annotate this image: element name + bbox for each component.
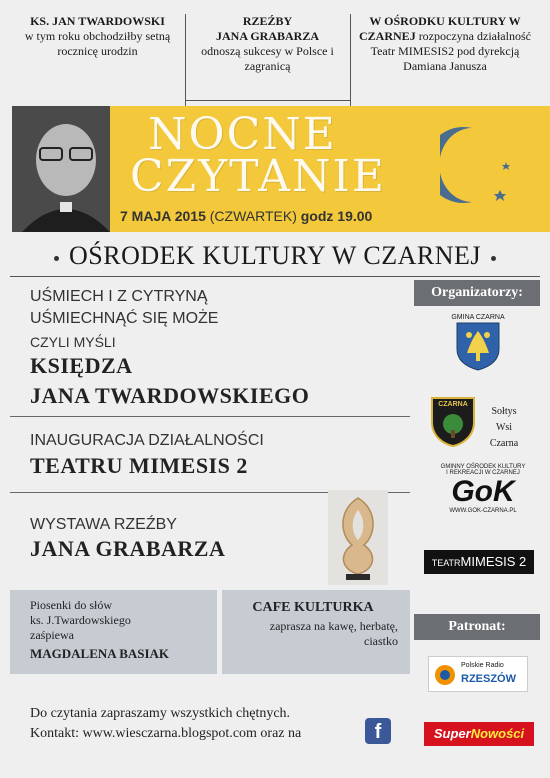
- footer-contact: Kontakt: www.wiesczarna.blogspot.com oraz na: [30, 726, 302, 741]
- radio-logo-icon: [433, 663, 457, 687]
- cafe-line2: ciastko: [364, 634, 398, 648]
- divider: [350, 14, 351, 114]
- gmina-label: GMINA CZARNA: [451, 314, 505, 321]
- gok-url: WWW.GOK-CZARNA.PL: [449, 508, 517, 514]
- section2-teatr: TEATRU MIMESIS 2: [30, 453, 248, 478]
- facebook-icon[interactable]: f: [365, 718, 391, 744]
- top-col-rzezby: [185, 14, 350, 100]
- soltys-line3: Czarna: [489, 438, 519, 449]
- gmina-logo: [448, 314, 508, 376]
- osrodek-text: rozpoczyna działalność Teatr MIMESIS2 pod dyrekcją Damiana Janusza: [370, 29, 531, 73]
- title-line-1: NOCNE: [148, 109, 337, 160]
- soltys-line1: Sołtys: [491, 406, 517, 417]
- event-date: [120, 208, 372, 224]
- footer-invitation: Do czytania zapraszamy wszystkich chętnych.: [30, 706, 291, 721]
- soltys-line2: Wsi: [495, 422, 513, 433]
- cafe-info-box: [222, 590, 410, 674]
- super-text: Super: [433, 726, 471, 741]
- organizers-label: Organizatorzy:: [414, 280, 540, 306]
- portrait-photo: [12, 106, 120, 232]
- event-title: [130, 109, 387, 202]
- gok-logo: [428, 464, 538, 514]
- singer-name: MAGDALENA BASIAK: [30, 646, 170, 661]
- music-info-box: [10, 590, 217, 674]
- sponsors-sidebar: [414, 280, 540, 774]
- gok-top-text: GMINNY OŚRODEK KULTURY: [440, 464, 526, 470]
- teatr-big-text: MIMESIS 2: [460, 554, 527, 569]
- date-text: 7 MAJA 2015: [120, 208, 206, 224]
- top-info: [10, 14, 540, 100]
- czarna-badge-text: CZARNA: [438, 401, 468, 408]
- box1-line2: ks. J.Twardowskiego: [30, 613, 131, 627]
- section3-grabarz: JANA GRABARZA: [30, 536, 226, 561]
- teatr-small-text: TEATR: [431, 558, 461, 568]
- gok-sub-text: I REKREACJI W CZARNEJ: [446, 470, 520, 476]
- grabarz-heading: JANA GRABARZA: [215, 29, 319, 43]
- radio-line2: RZESZÓW: [461, 673, 516, 685]
- bullet-dot: [54, 256, 59, 261]
- box1-line3: zaśpiewa: [30, 628, 74, 642]
- bullet-dot: [491, 256, 496, 261]
- time-text: godz 19.00: [300, 208, 373, 224]
- section1-line3: CZYLI MYŚLI: [30, 334, 116, 350]
- top-col-osrodek: [350, 14, 540, 100]
- section1-jana-twardowskiego: JANA TWARDOWSKIEGO: [30, 383, 310, 408]
- radio-line1: Polskie Radio: [461, 662, 504, 669]
- portrait-image: [12, 106, 120, 232]
- title-line-2: CZYTANIE: [130, 151, 387, 202]
- patronat-label: Patronat:: [414, 614, 540, 640]
- teatr-mimesis-logo: [424, 550, 534, 574]
- section1-line2: UŚMIECHNĄĆ SIĘ MOŻE: [30, 310, 219, 327]
- soltys-text: [484, 404, 524, 452]
- gok-logo-text: GoK: [451, 475, 515, 508]
- title-banner: [110, 106, 550, 232]
- moon-icon: [440, 120, 510, 210]
- box1-line1: Piosenki do słów: [30, 598, 113, 612]
- section2-line1: INAUGURACJA DZIAŁALNOŚCI: [30, 432, 264, 449]
- divider: [185, 100, 351, 101]
- osrodek-heading: W OŚRODKU KULTURY W CZARNEJ: [359, 14, 521, 43]
- sculpture-image: [328, 490, 388, 585]
- day-text: (CZWARTEK): [209, 208, 297, 224]
- rzezby-heading: RZEŹBY: [242, 14, 293, 28]
- divider: [10, 276, 540, 277]
- section1-ksiedza: KSIĘDZA: [30, 353, 133, 378]
- super-nowosci-logo: [424, 722, 534, 746]
- location-text: OŚRODEK KULTURY W CZARNEJ: [69, 241, 481, 270]
- section3-line1: WYSTAWA RZEŹBY: [30, 516, 177, 533]
- cafe-line1: zaprasza na kawę, herbatę,: [269, 619, 398, 633]
- location-heading: [10, 238, 540, 274]
- divider: [10, 416, 410, 417]
- nowosci-text: Nowości: [470, 726, 525, 741]
- twardowski-text: w tym roku obchodziłby setną rocznicę urodzin: [24, 29, 171, 58]
- top-col-twardowski: [10, 14, 185, 100]
- cafe-title: CAFE KULTURKA: [252, 600, 374, 615]
- section1-line1: UŚMIECH I Z CYTRYNĄ: [30, 288, 208, 305]
- twardowski-heading: KS. JAN TWARDOWSKI: [30, 14, 165, 28]
- rzezby-text: odnoszą sukcesy w Polsce i zagranicą: [201, 44, 334, 73]
- divider: [185, 14, 186, 114]
- radio-rzeszow-logo: [428, 656, 528, 692]
- gmina-crest-icon: [455, 321, 501, 371]
